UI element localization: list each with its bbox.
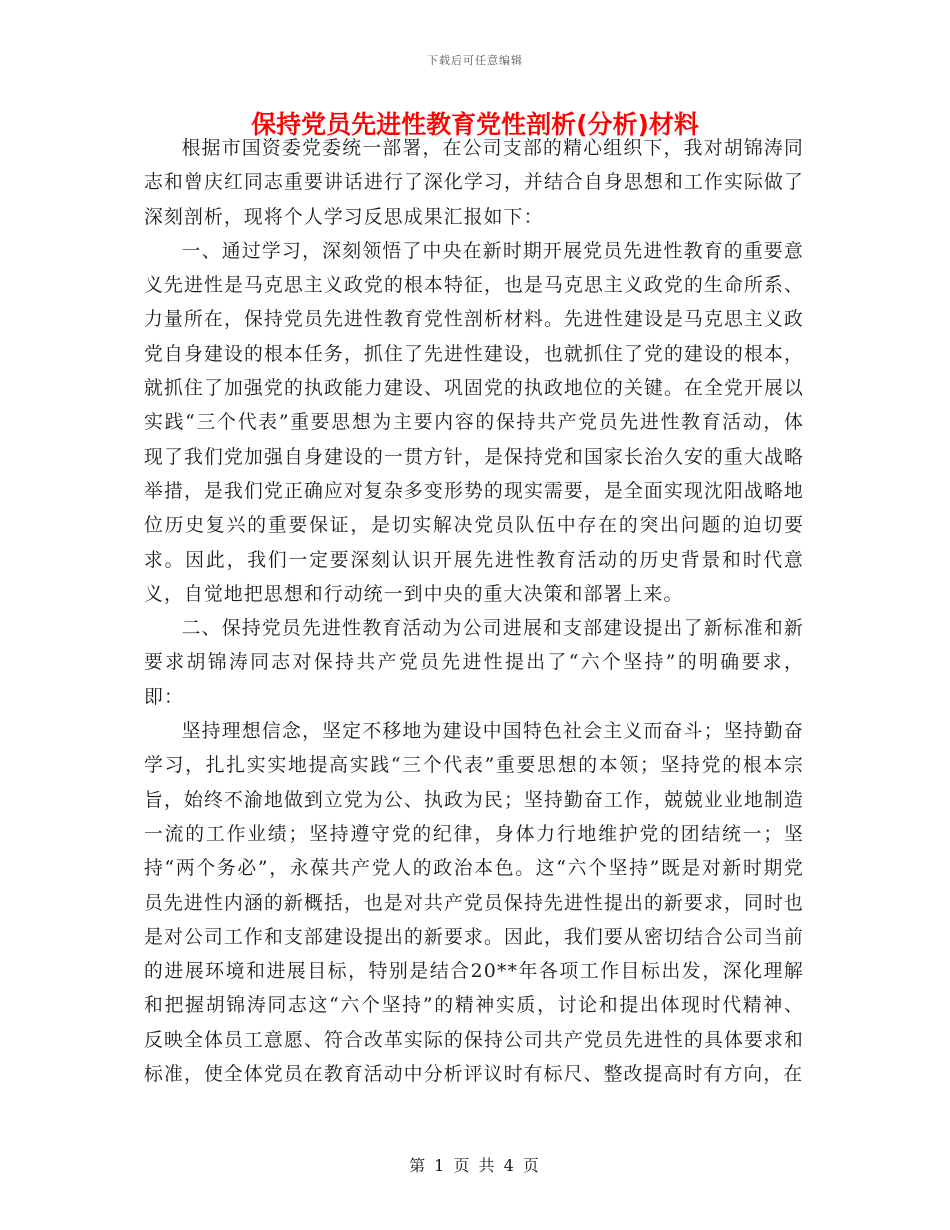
page-footer (0, 1153, 950, 1176)
paragraph-3: 二、保持党员先进性教育活动为公司进展和支部建设提出了新标准和新要求胡锦涛同志对保持共产党员先进性提出了“六个坚持”的明确要求，即： (144, 618, 804, 708)
document-title: 保持党员先进性教育党性剖析(分析)材料 (251, 110, 699, 139)
page-number-label: 第 1 页 共 4 页 (409, 1156, 541, 1175)
paragraph-2: 一、通过学习，深刻领悟了中央在新时期开展党员先进性教育的重要意义先进性是马克思主义政党的根本特征，也是马克思主义政党的生命所系、力量所在，保持党员先进性教育党性剖析材料。先进性建设是马克思主义政党自身建设的根本任务，抓住了先进性建设，也就抓住了党的建设的根本，就抓住了加强党的执政能力建设、巩固党的执政地位的关键。在全党开展以实践“三个代表”重要思想为主要内容的保持共产党员先进性教育活动，体现了我们党加强自身建设的一贯方针，是保持党和国家长治久安的重大战略举措，是我们党正确应对复杂多变形势的现实需要，是全面实现沈阳战略地位历史复兴的重要保证，是切实解决党员队伍中存在的突出问题的迫切要求。因此，我们一定要深刻认识开展先进性教育活动的历史背景和时代意义，自觉地把思想和行动统一到中央的重大决策和部署上来。 (144, 240, 804, 605)
paragraph-1: 根据市国资委党委统一部署，在公司支部的精心组织下，我对胡锦涛同志和曾庆红同志重要讲话进行了深化学习，并结合自身思想和工作实际做了深刻剖析，现将个人学习反思成果汇报如下： (144, 138, 804, 228)
paragraph-4: 坚持理想信念，坚定不移地为建设中国特色社会主义而奋斗；坚持勤奋学习，扎扎实实地提高实践“三个代表”重要思想的本领；坚持党的根本宗旨，始终不渝地做到立党为公、执政为民；坚持勤奋工作，兢兢业业地制造一流的工作业绩；坚持遵守党的纪律，身体力行地维护党的团结统一；坚持“两个务必”，永葆共产党人的政治本色。这“六个坚持”既是对新时期党员先进性内涵的新概括，也是对共产党员保持先进性提出的新要求，同时也是对公司工作和支部建设提出的新要求。因此，我们要从密切结合公司当前的进展环境和进展目标，特别是结合20**年各项工作目标出发，深化理解和把握胡锦涛同志这“六个坚持”的精神实质，讨论和提出体现时代精神、反映全体员工意愿、符合改革实际的保持公司共产党员先进性的具体要求和标准，使全体党员在教育活动中分析评议时有标尺、整改提高时有方向，在 (144, 721, 804, 1086)
document-body (144, 132, 804, 1092)
header-note: 下载后可任意编辑 (427, 54, 523, 67)
